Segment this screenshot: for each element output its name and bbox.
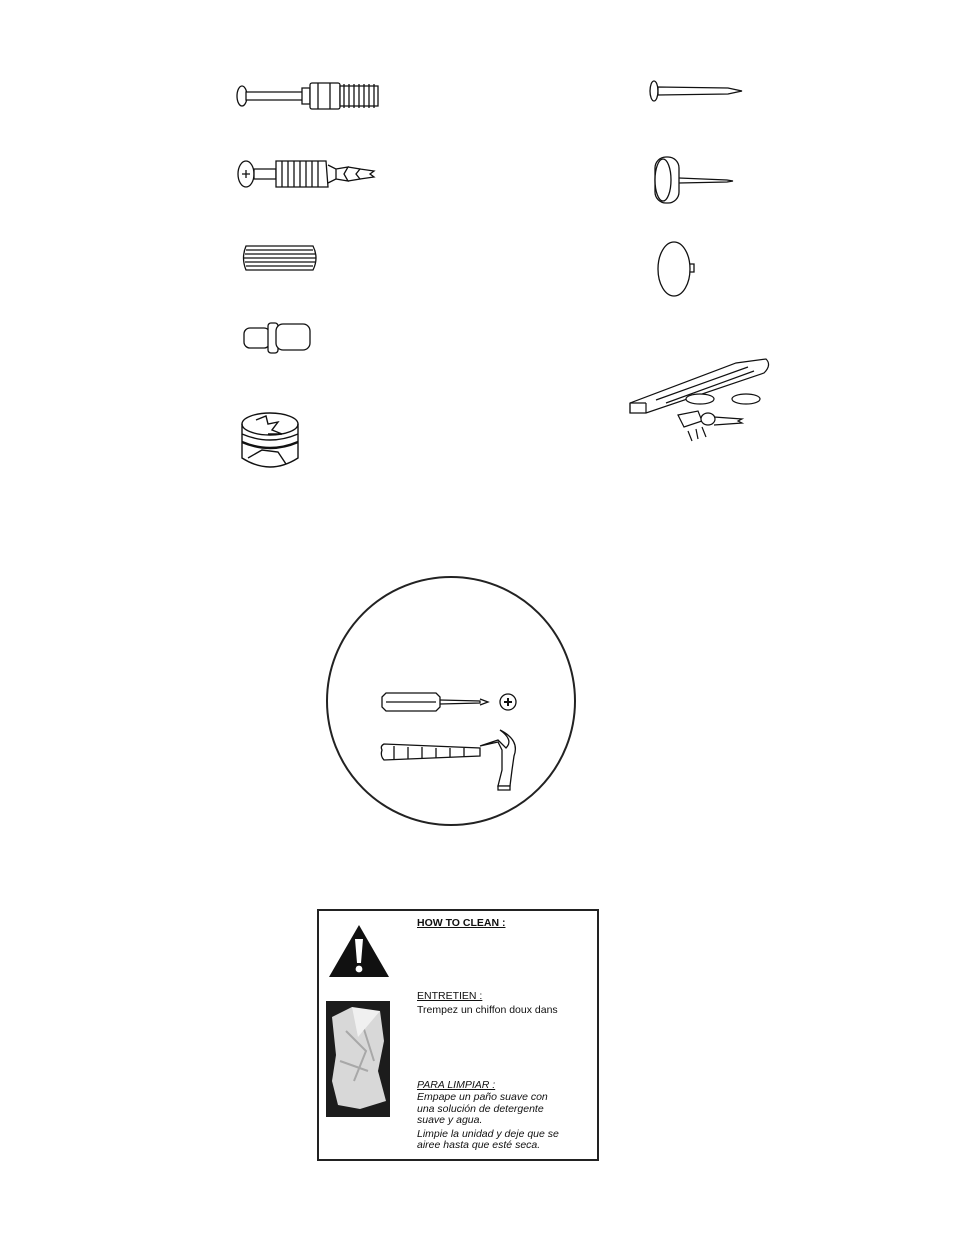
phillips-screwdriver-icon <box>380 690 524 714</box>
entretien-heading: ENTRETIEN : <box>417 990 483 1002</box>
para-limpiar-line-5: airee hasta que esté seca. <box>417 1139 541 1151</box>
cam-cover-cap-icon <box>656 240 702 298</box>
how-to-clean-heading: HOW TO CLEAN : <box>417 917 506 929</box>
nail-icon <box>648 78 744 106</box>
cleaning-instructions-box <box>317 909 599 1161</box>
wood-dowel-icon <box>241 243 321 273</box>
warning-triangle-icon <box>327 923 391 984</box>
cleaning-cloth-icon <box>326 1001 390 1117</box>
para-limpiar-line-2: una solución de detergente <box>417 1103 544 1115</box>
entretien-text: Trempez un chiffon doux dans <box>417 1004 558 1016</box>
cam-bolt-long-icon <box>236 78 381 114</box>
cam-lock-icon <box>238 410 302 472</box>
para-limpiar-line-3: suave y agua. <box>417 1114 483 1126</box>
para-limpiar-heading: PARA LIMPIAR : <box>417 1079 496 1091</box>
claw-hammer-icon <box>380 726 530 792</box>
shelf-support-peg-icon <box>242 320 314 354</box>
anti-tip-strap-kit-icon <box>626 355 776 445</box>
cam-bolt-dowel-icon <box>236 157 381 191</box>
required-tools-circle <box>326 576 576 826</box>
furniture-glide-nail-icon <box>651 155 735 207</box>
para-limpiar-line-1: Empape un paño suave con <box>417 1091 548 1103</box>
para-limpiar-line-4: Limpie la unidad y deje que se <box>417 1128 559 1140</box>
